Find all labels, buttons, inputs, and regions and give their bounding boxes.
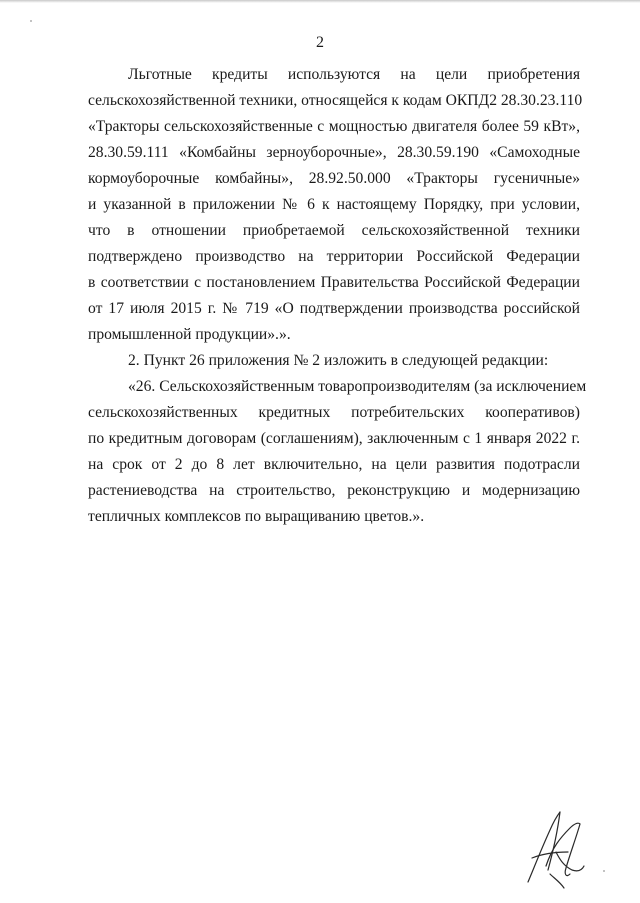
- scan-speck: [603, 870, 605, 872]
- text-line: 28.30.59.111 «Комбайны зерноуборочные», 28.30.59.190 «Самоходные: [88, 144, 580, 161]
- scan-top-edge: [0, 0, 640, 3]
- text-line: 2. Пункт 26 приложения № 2 изложить в следующей редакции:: [128, 352, 549, 369]
- text-line: Льготные кредиты используются на цели приобретения: [128, 66, 580, 83]
- scan-speck: [30, 20, 32, 22]
- text-line: сельскохозяйственной техники, относящейся к кодам ОКПД2 28.30.23.110: [88, 92, 583, 109]
- handwritten-signature-icon: [520, 808, 590, 890]
- text-line: «26. Сельскохозяйственным товаропроизводителям (за исключением: [128, 378, 587, 395]
- text-line: и указанной в приложении № 6 к настоящему Порядку, при условии,: [88, 196, 580, 213]
- text-line: что в отношении приобретаемой сельскохозяйственной техники: [88, 222, 580, 239]
- text-line: «Тракторы сельскохозяйственные с мощностью двигателя более 59 кВт»,: [88, 118, 580, 135]
- text-line: подтверждено производство на территории Российской Федерации: [88, 248, 580, 265]
- paragraph-preferential-loans: [88, 62, 583, 348]
- text-line: растениеводства на строительство, реконструкцию и модернизацию: [88, 482, 580, 499]
- text-line: тепличных комплексов по выращиванию цветов.».: [88, 508, 425, 525]
- text-line: промышленной продукции».».: [88, 326, 291, 343]
- text-line: сельскохозяйственных кредитных потребительских кооперативов): [88, 404, 580, 421]
- page-number: 2: [316, 34, 324, 51]
- text-line: от 17 июля 2015 г. № 719 «О подтверждении производства российской: [88, 300, 580, 317]
- text-line: кормоуборочные комбайны», 28.92.50.000 «Тракторы гусеничные»: [88, 170, 580, 187]
- text-line: в соответствии с постановлением Правительства Российской Федерации: [88, 274, 580, 291]
- document-body: [88, 62, 587, 530]
- paragraph-item-26: [88, 374, 587, 530]
- text-line: на срок от 2 до 8 лет включительно, на цели развития подотрасли: [88, 456, 580, 473]
- paragraph-amendment-item-2: [88, 348, 580, 374]
- text-line: по кредитным договорам (соглашениям), заключенным с 1 января 2022 г.: [88, 430, 580, 447]
